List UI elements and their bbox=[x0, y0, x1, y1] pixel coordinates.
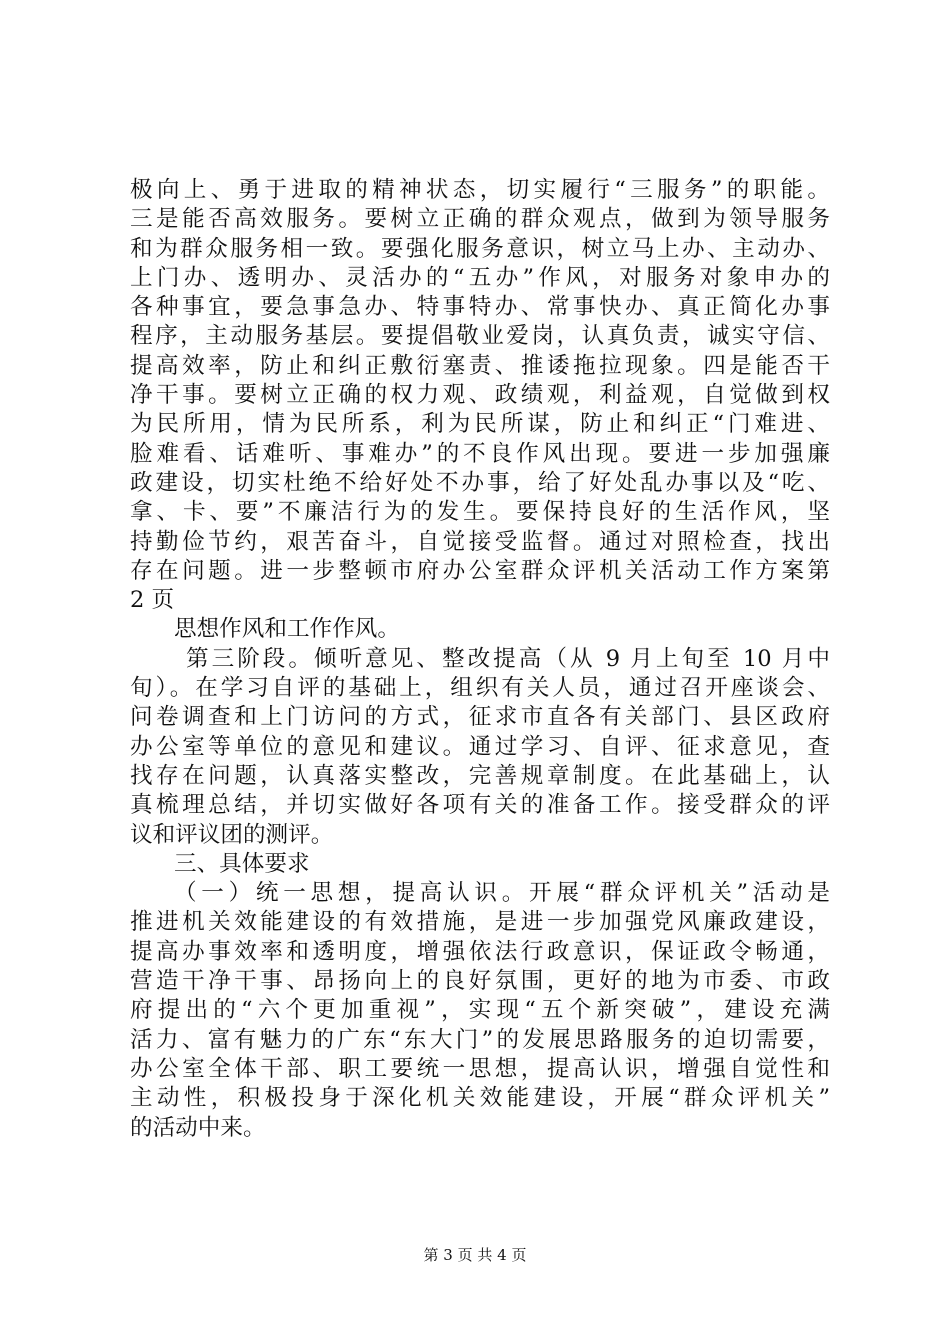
document-body bbox=[130, 176, 830, 1143]
body-line: 净干事。要树立正确的权力观、政绩观，利益观，自觉做到权 bbox=[130, 382, 830, 409]
body-line: 找存在问题，认真落实整改，完善规章制度。在此基础上，认 bbox=[130, 762, 830, 789]
body-line: 为民所用，情为民所系，利为民所谋，防止和纠正“门难进、 bbox=[130, 411, 830, 438]
body-line: 2 页 bbox=[130, 587, 175, 614]
body-line: 的活动中来。 bbox=[130, 1114, 266, 1141]
body-line: 提高办事效率和透明度，增强依法行政意识，保证政令畅通， bbox=[130, 938, 830, 965]
body-line: 程序，主动服务基层。要提倡敬业爱岗，认真负责，诚实守信、 bbox=[130, 323, 830, 350]
body-line: 办公室全体干部、职工要统一思想，提高认识，增强自觉性和 bbox=[130, 1055, 830, 1082]
body-line: 各种事宜，要急事急办、特事特办、常事快办、真正简化办事 bbox=[130, 294, 830, 321]
body-line: 和为群众服务相一致。要强化服务意识，树立马上办、主动办、 bbox=[130, 235, 830, 262]
body-line: 拿、卡、要”不廉洁行为的发生。要保持良好的生活作风，坚 bbox=[130, 499, 830, 526]
body-line: 存在问题。进一步整顿市府办公室群众评机关活动工作方案第 bbox=[130, 557, 830, 584]
body-line: 营造干净干事、昂扬向上的良好氛围，更好的地为市委、市政 bbox=[130, 968, 830, 995]
body-line: （一）统一思想，提高认识。开展“群众评机关”活动是 bbox=[174, 880, 830, 907]
body-line: 问卷调查和上门访问的方式，征求市直各有关部门、县区政府 bbox=[130, 704, 830, 731]
body-line: 极向上、勇于进取的精神状态，切实履行“三服务”的职能。 bbox=[130, 177, 830, 203]
body-line: 三是能否高效服务。要树立正确的群众观点，做到为领导服务 bbox=[130, 206, 830, 233]
body-line: 真梳理总结，并切实做好各项有关的准备工作。接受群众的评 bbox=[130, 792, 830, 819]
body-line: 提高效率，防止和纠正敷衍塞责、推诿拖拉现象。四是能否干 bbox=[130, 352, 830, 379]
body-line: 活力、富有魅力的广东“东大门”的发展思路服务的迫切需要， bbox=[130, 1026, 830, 1053]
body-line: 议和评议团的测评。 bbox=[130, 821, 334, 848]
section-heading: 三、具体要求 bbox=[174, 850, 310, 877]
body-line: 政建设，切实杜绝不给好处不办事，给了好处乱办事以及“吃、 bbox=[130, 469, 830, 496]
body-line: 上门办、透明办、灵活办的“五办”作风，对服务对象申办的 bbox=[130, 264, 830, 291]
body-line: 旬）。在学习自评的基础上，组织有关人员，通过召开座谈会、 bbox=[130, 675, 830, 702]
body-line: 思想作风和工作作风。 bbox=[174, 616, 400, 643]
body-line: 推进机关效能建设的有效措施，是进一步加强党风廉政建设， bbox=[130, 909, 830, 936]
page-footer: 第 3 页 共 4 页 bbox=[423, 1246, 527, 1264]
body-line: 持勤俭节约，艰苦奋斗，自觉接受监督。通过对照检查，找出 bbox=[130, 528, 830, 555]
body-line: 府提出的“六个更加重视”，实现“五个新突破”，建设充满 bbox=[130, 997, 830, 1024]
body-line: 主动性，积极投身于深化机关效能建设，开展“群众评机关” bbox=[130, 1085, 830, 1112]
body-line: 办公室等单位的意见和建议。通过学习、自评、征求意见，查 bbox=[130, 733, 830, 760]
body-line: 脸难看、话难听、事难办”的不良作风出现。要进一步加强廉 bbox=[130, 440, 830, 467]
body-line: 第三阶段。倾听意见、整改提高（从 9 月上旬至 10 月中 bbox=[186, 645, 830, 672]
